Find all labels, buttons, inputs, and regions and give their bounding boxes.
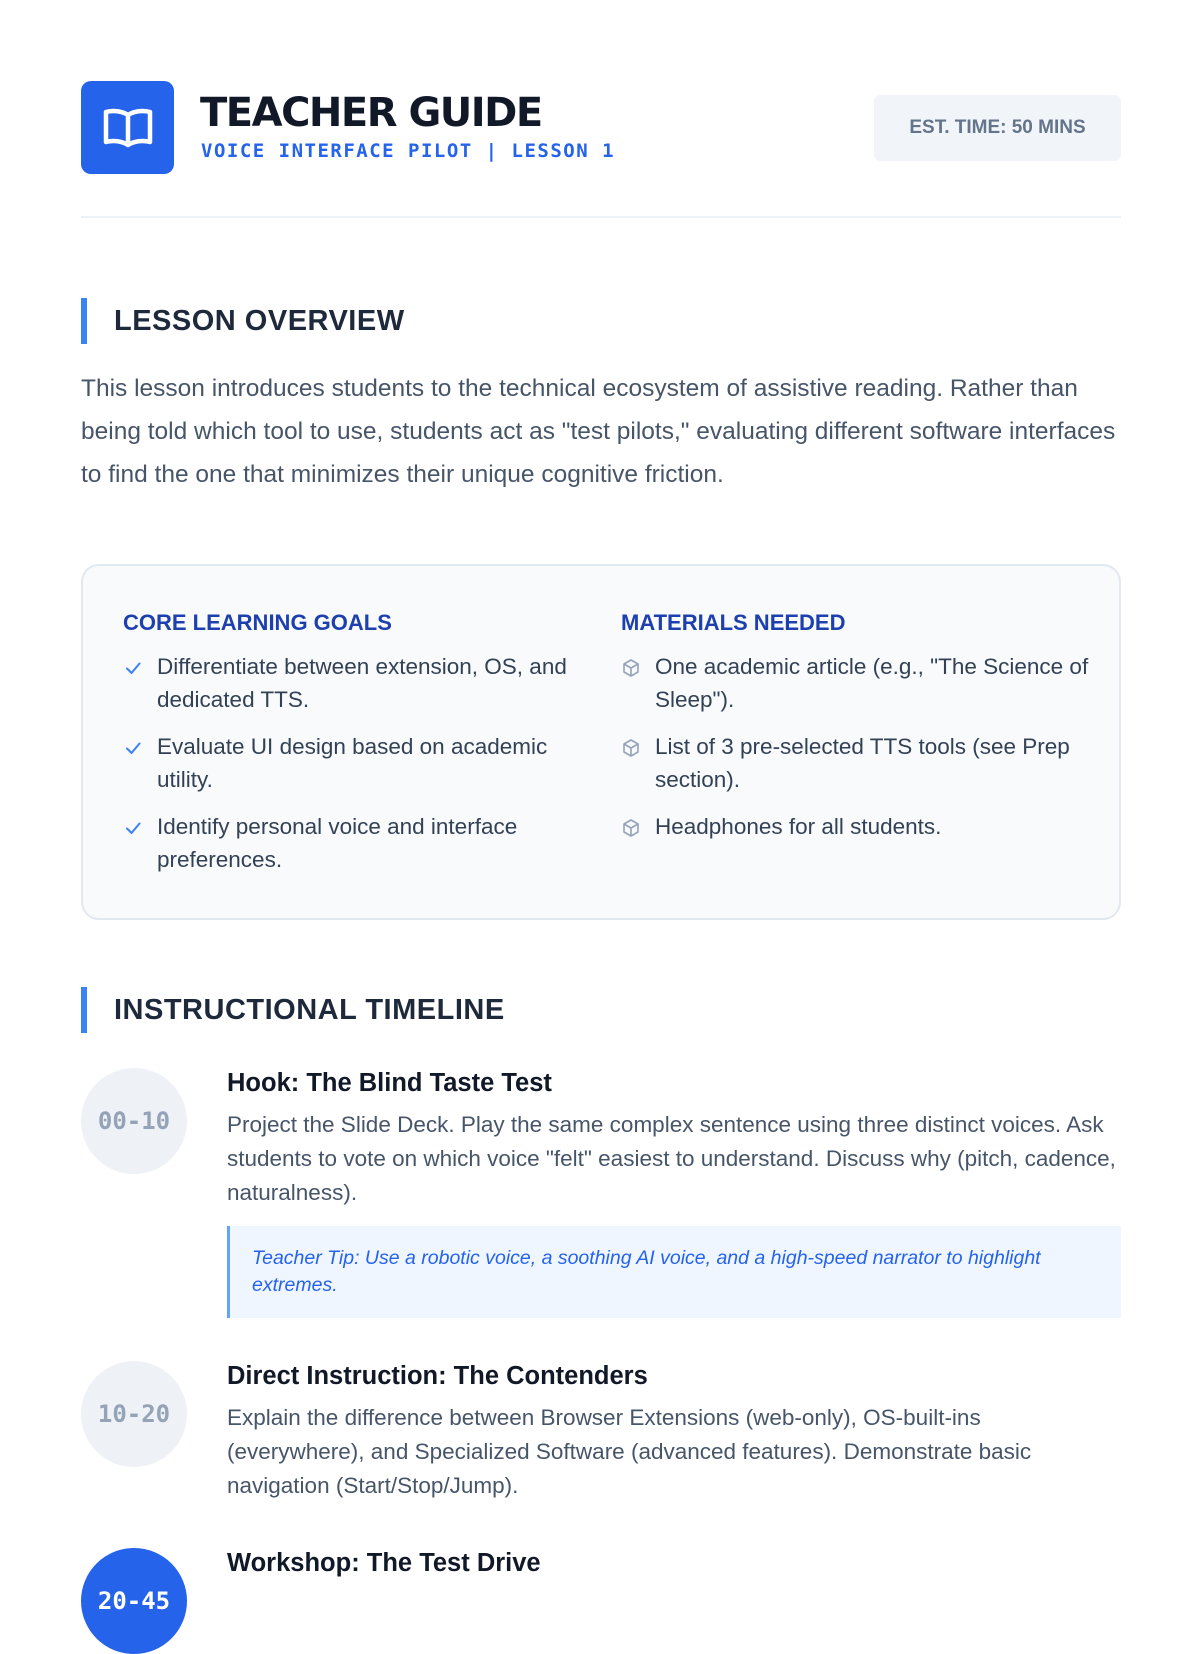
timeline-step-body xyxy=(227,1068,1121,1318)
check-icon xyxy=(123,738,143,758)
section-heading-timeline: INSTRUCTIONAL TIMELINE xyxy=(81,987,1121,1033)
open-book-icon xyxy=(102,105,154,151)
material-item-text: One academic article (e.g., "The Science of Sleep"). xyxy=(655,654,1089,712)
materials-title: MATERIALS NEEDED xyxy=(621,610,846,635)
material-item xyxy=(621,730,1091,796)
timeline-step-title: Hook: The Blind Taste Test xyxy=(227,1069,552,1097)
page-title: TEACHER GUIDE xyxy=(200,90,542,136)
material-item xyxy=(621,810,1091,843)
materials-needed xyxy=(621,610,1091,857)
box-icon xyxy=(621,818,641,838)
goal-item-text: Evaluate UI design based on academic utility. xyxy=(157,734,548,792)
goal-item xyxy=(123,650,573,716)
goal-item xyxy=(123,810,573,876)
overview-text: This lesson introduces students to the technical ecosystem of assistive reading. Rather than being told which tool to use, students act as "test pilots," evaluating different software interfaces to find the one that minimizes their unique cognitive friction. xyxy=(81,375,1116,488)
timeline-time-badge-active: 20-45 xyxy=(81,1548,187,1654)
timeline-time-badge: 00-10 xyxy=(81,1068,187,1174)
est-time-badge: EST. TIME: 50 MINS xyxy=(874,95,1121,161)
goal-item-text: Differentiate between extension, OS, and dedicated TTS. xyxy=(157,654,567,712)
learning-goals-title: CORE LEARNING GOALS xyxy=(123,610,392,635)
timeline-time-badge: 10-20 xyxy=(81,1361,187,1467)
material-item-text: Headphones for all students. xyxy=(655,814,942,839)
material-item-text: List of 3 pre-selected TTS tools (see Prep section). xyxy=(655,734,1070,792)
box-icon xyxy=(621,658,641,678)
page-subtitle: VOICE INTERFACE PILOT | LESSON 1 xyxy=(201,140,616,162)
timeline-step-body xyxy=(227,1361,1121,1503)
page-header xyxy=(81,81,1121,218)
timeline-step-description: Explain the difference between Browser Extensions (web-only), OS-built-ins (everywhere), and Specialized Software (advanced features). Demonstrate basic navigation (Start/Stop/Jump). xyxy=(227,1405,1032,1498)
material-item xyxy=(621,650,1091,716)
box-icon xyxy=(621,738,641,758)
timeline-step-description: Project the Slide Deck. Play the same complex sentence using three distinct voices. Ask students to vote on which voice "felt" easiest to understand. Discuss why (pitch, cadence, naturalness). xyxy=(227,1112,1116,1205)
timeline-step-body xyxy=(227,1548,1121,1588)
logo xyxy=(81,81,174,174)
teacher-tip: Teacher Tip: Use a robotic voice, a soothing AI voice, and a high-speed narrator to highlight extremes. xyxy=(227,1226,1121,1318)
goal-item xyxy=(123,730,573,796)
goal-item-text: Identify personal voice and interface preferences. xyxy=(157,814,518,872)
section-heading-overview: LESSON OVERVIEW xyxy=(81,298,1121,344)
check-icon xyxy=(123,818,143,838)
check-icon xyxy=(123,658,143,678)
timeline-step-title: Direct Instruction: The Contenders xyxy=(227,1362,648,1390)
timeline-step-title: Workshop: The Test Drive xyxy=(227,1549,541,1577)
learning-goals xyxy=(123,610,573,890)
goals-materials-card xyxy=(81,564,1121,920)
